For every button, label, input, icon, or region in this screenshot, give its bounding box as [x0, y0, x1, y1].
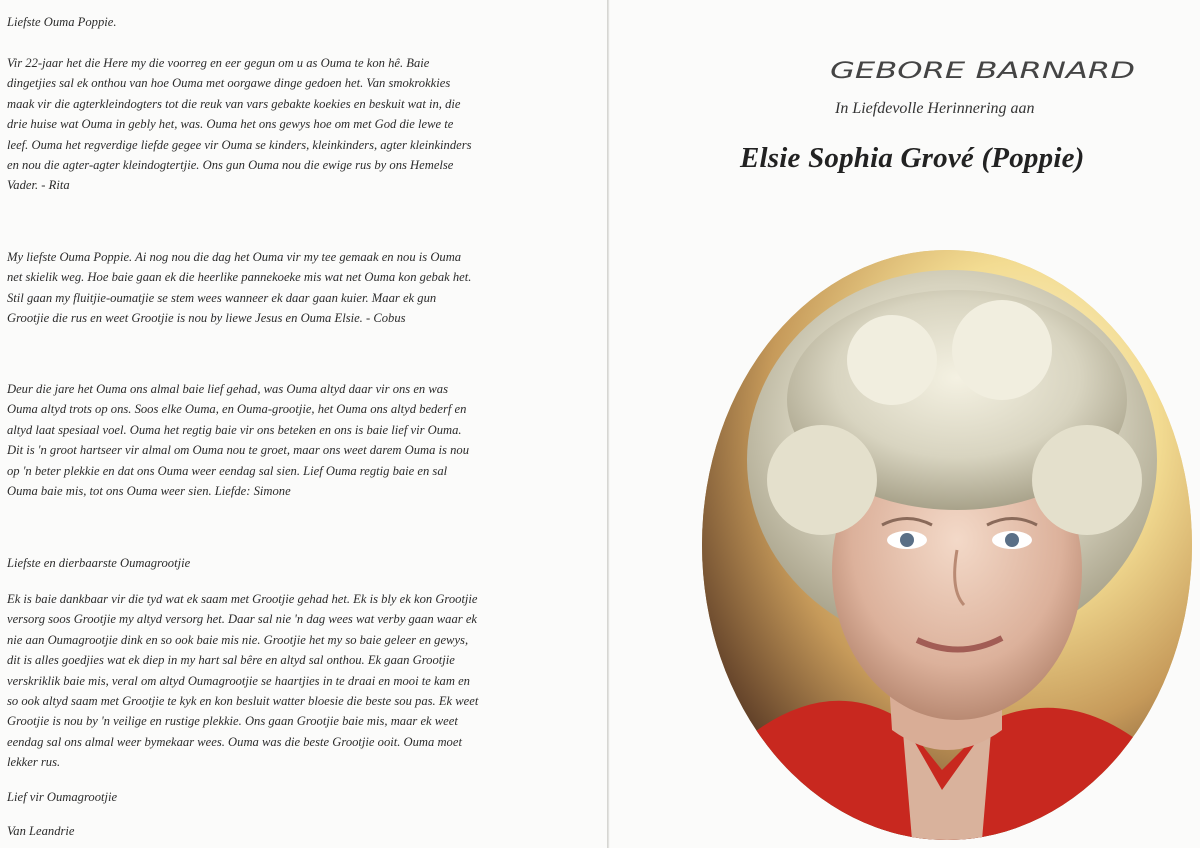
right-page — [610, 0, 1200, 848]
memorial-subtitle: In Liefdevolle Herinnering aan — [835, 100, 1035, 117]
portrait-photo — [702, 250, 1192, 840]
message-cobus-body: My liefste Ouma Poppie. Ai nog nou die dag het Ouma vir my tee gemaak en nou is Ouma net skielik weg. Hoe baie gaan ek die heerlike pannekoeke mis wat net Ouma kon gebak het. Stil gaan my fluitjie-oumatjie se stem wees wanneer ek daar gaan kuier. Maar ek gun Grootjie die rus en weet Grootjie is nou by liewe Jesus en Ouma Elsie. - Cobus — [7, 250, 472, 326]
message-rita-body: Vir 22-jaar het die Here my die voorreg en eer gegun om u as Ouma te kon hê. Baie dingetjies sal ek onthou van hoe Ouma met oorgawe dinge gedoen het. Van smokrokkies maak vir die agterkleindogters tot die reuk van vars gebakte koekies en beskuit wat in, die drie huise wat Ouma in gebly het, was. Ouma het ons gewys hoe om met God die lewe te leef. Ouma het regverdige liefde gegee vir Ouma se kinders, kleinkinders, agter kleinkinders en nou die agter-agter kleindogtertjie. Ons gun Ouma nou die ewige rus by ons Hemelse Vader. - Rita — [7, 56, 472, 193]
message-rita-greeting: Liefste Ouma Poppie. — [7, 15, 117, 29]
message-leandrie-closing: Lief vir Oumagrootjie — [7, 790, 118, 804]
message-leandrie-greeting: Liefste en dierbaarste Oumagrootjie — [7, 556, 191, 570]
message-leandrie-signature: Van Leandrie — [7, 824, 75, 838]
page-fold — [607, 0, 609, 848]
handwritten-note-text: GEBORE BARNARD — [830, 59, 1135, 84]
message-simone-body: Deur die jare het Ouma ons almal baie lief gehad, was Ouma altyd daar vir ons en was Ouma altyd trots op ons. Soos elke Ouma, en Ouma-grootjie, het Ouma ons altyd bederf en altyd laat spesiaal voel. Ouma het regtig baie vir ons beteken en ons is baie lief vir Ouma. Dit is 'n groot hartseer vir almal om Ouma nou te groet, maar ons weet darem Ouma is nou op 'n beter plekkie en dat ons Ouma weer eendag sal sien. Lief Ouma regtig baie en sal Ouma baie mis, tot ons Ouma weer sien. Liefde: Simone — [7, 382, 469, 499]
message-leandrie-body: Ek is baie dankbaar vir die tyd wat ek saam met Grootjie gehad het. Ek is bly ek kon Grootjie versorg soos Grootjie my altyd versorg het. Daar sal nie 'n dag wees wat verby gaan waar ek nie aan Oumagrootjie dink en so ook baie mis nie. Grootjie het my so baie geleer en gewys, dit is alles goedjies wat ek diep in my hart sal bêre en altyd sal onthou. Ek gaan Grootjie verskriklik baie mis, veral om altyd Oumagrootjie se haartjies in te draai en mooi te kam en so ook altyd saam met Grootjie te kyk en kon besluit watter bloesie die beste sou pas. Ek weet Grootjie is nou by 'n veilige en rustige plekkie. Ons gaan Grootjie baie mis, maar ek weet eendag sal ons almal weer bymekaar wees. Ouma was die beste Grootjie ooit. Ouma moet lekker rus. — [7, 592, 479, 770]
handwritten-note — [830, 48, 1150, 88]
deceased-name: Elsie Sophia Grové (Poppie) — [740, 142, 1085, 174]
